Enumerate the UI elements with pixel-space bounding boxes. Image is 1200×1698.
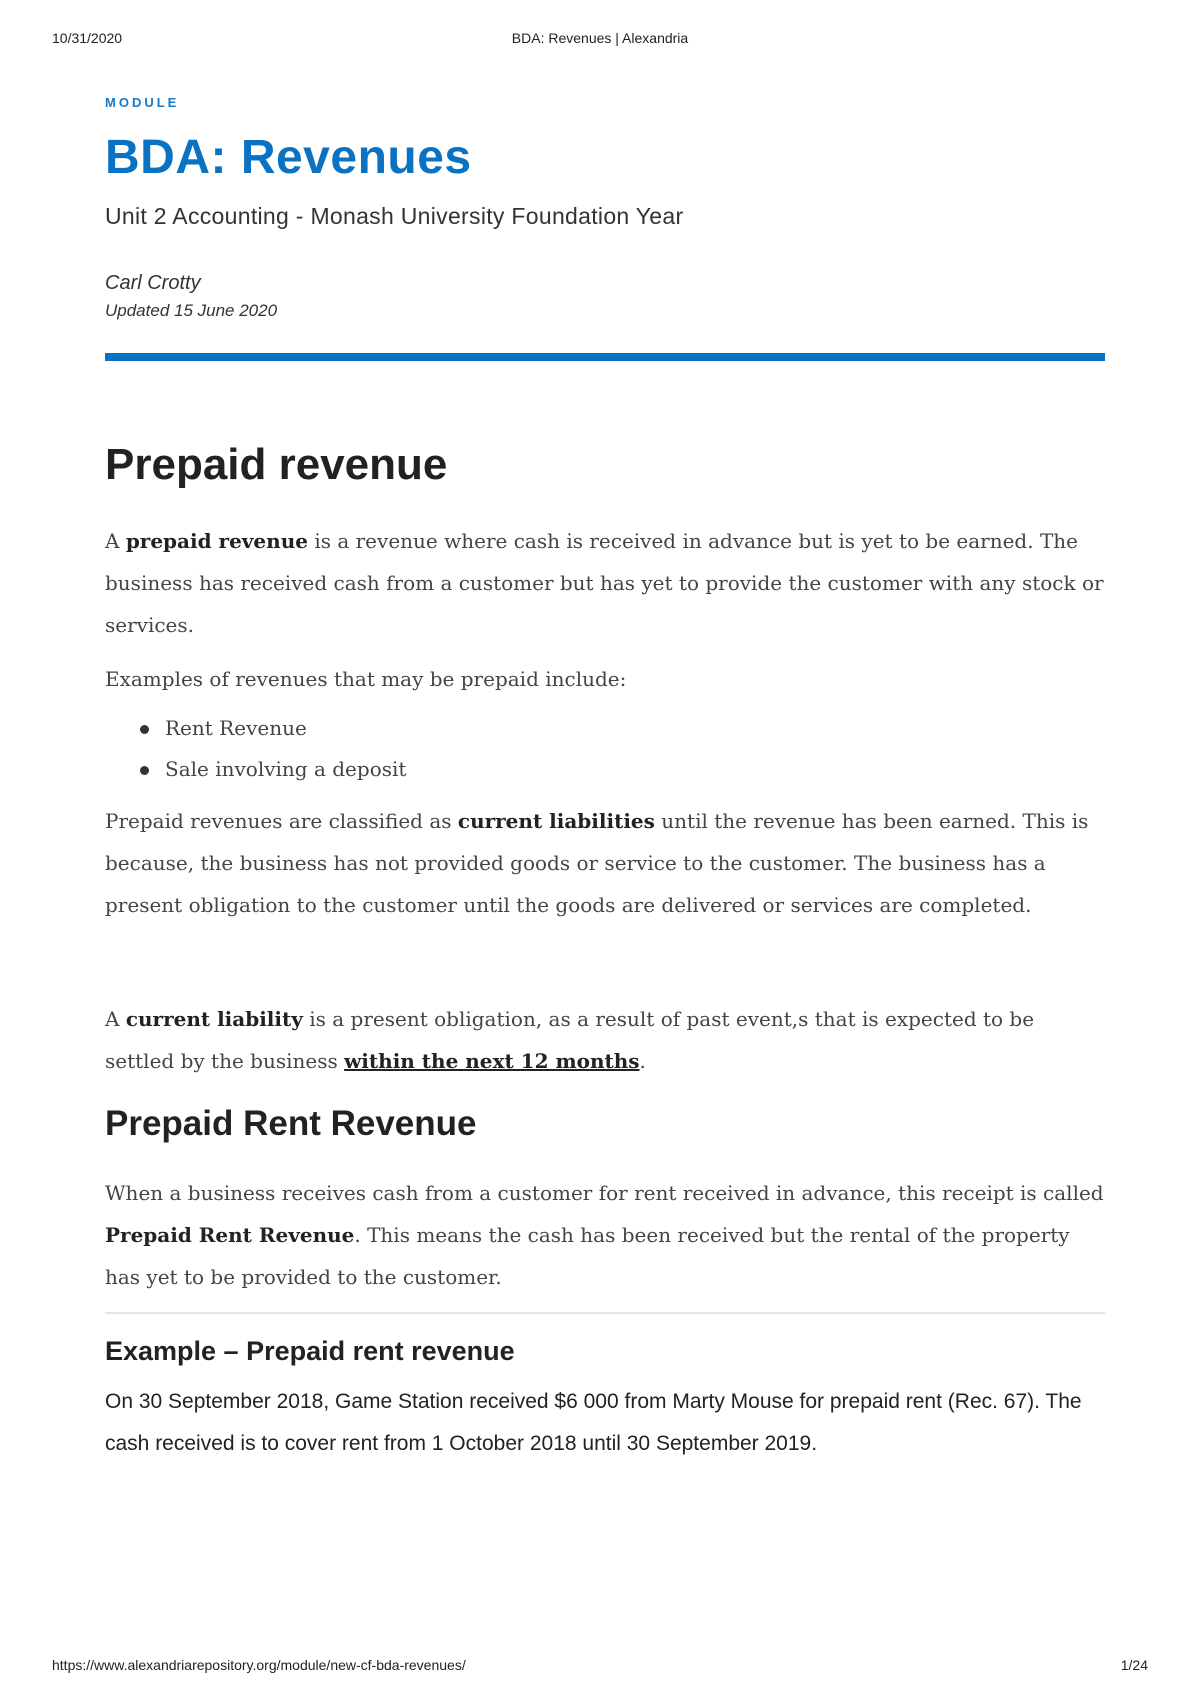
- example-heading: Example – Prepaid rent revenue: [105, 1335, 515, 1366]
- list-item: [165, 749, 1105, 790]
- list-item-label: Rent Revenue: [165, 715, 307, 740]
- text-segment: A: [105, 1006, 126, 1031]
- print-footer: [52, 1657, 1148, 1675]
- print-page-title: BDA: Revenues | Alexandria: [511, 30, 689, 46]
- print-url: https://www.alexandriarepository.org/module/new-cf-bda-revenues/: [52, 1657, 466, 1673]
- text-segment: A: [105, 528, 126, 553]
- page-number: 1/24: [1120, 1657, 1148, 1673]
- term-prepaid-revenue: prepaid revenue: [125, 528, 308, 553]
- module-content: [105, 95, 1105, 1465]
- text-segment: When a business receives cash from a customer for rent received in advance, this receipt is called: [105, 1180, 1104, 1205]
- examples-list: [105, 708, 1105, 790]
- text-segment: . This means the cash has been received but the rental of the property has yet to be provided to the customer.: [105, 1222, 1070, 1289]
- paragraph-examples-intro: Examples of revenues that may be prepaid include:: [105, 666, 627, 691]
- text-segment: is a revenue where cash is received in advance but is yet to be earned. The business has received cash from a customer but has yet to provide the customer with any stock or services.: [105, 528, 1104, 637]
- paragraph-prepaid-definition: [105, 520, 1105, 646]
- text-segment: is a present obligation, as a result of past event,s that is expected to be settled by the business: [105, 1006, 1035, 1073]
- link-next-12-months[interactable]: within the next 12 months: [344, 1048, 640, 1073]
- example-text: On 30 September 2018, Game Station received $6 000 from Marty Mouse for prepaid rent (Rec. 67). The cash received is to cover rent from 1 October 2018 until 30 September 2019.: [105, 1389, 1082, 1455]
- author-name[interactable]: Carl Crotty: [105, 271, 201, 294]
- list-item-label: Sale involving a deposit: [165, 756, 407, 781]
- bullet-icon: [140, 766, 149, 775]
- text-segment: Prepaid revenues are classified as: [105, 808, 458, 833]
- paragraph-prepaid-rent: [105, 1172, 1105, 1298]
- section-heading-prepaid-rent-revenue: Prepaid Rent Revenue: [105, 1103, 477, 1143]
- module-title: BDA: Revenues: [105, 131, 472, 184]
- paragraph-classification: [105, 800, 1105, 926]
- text-segment: .: [639, 1048, 646, 1073]
- print-date: 10/31/2020: [52, 30, 123, 46]
- term-current-liability: current liability: [125, 1006, 303, 1031]
- section-heading-prepaid-revenue: Prepaid revenue: [105, 439, 448, 489]
- bullet-icon: [140, 725, 149, 734]
- term-current-liabilities: current liabilities: [457, 808, 655, 833]
- list-item: [165, 708, 1105, 749]
- module-kicker: MODULE: [105, 95, 180, 110]
- paragraph-current-liability-definition: [105, 998, 1105, 1082]
- updated-date: Updated 15 June 2020: [105, 300, 278, 320]
- header-rule: [105, 353, 1105, 361]
- text-segment: until the revenue has been earned. This is because, the business has not provided goods or service to the customer. The business has a present obligation to the customer until the goods are delivered or services are completed.: [105, 808, 1089, 917]
- example-divider: [105, 1312, 1105, 1314]
- print-header: [52, 30, 1148, 48]
- module-subtitle: Unit 2 Accounting - Monash University Foundation Year: [105, 202, 684, 229]
- term-prepaid-rent-revenue: Prepaid Rent Revenue: [105, 1222, 355, 1247]
